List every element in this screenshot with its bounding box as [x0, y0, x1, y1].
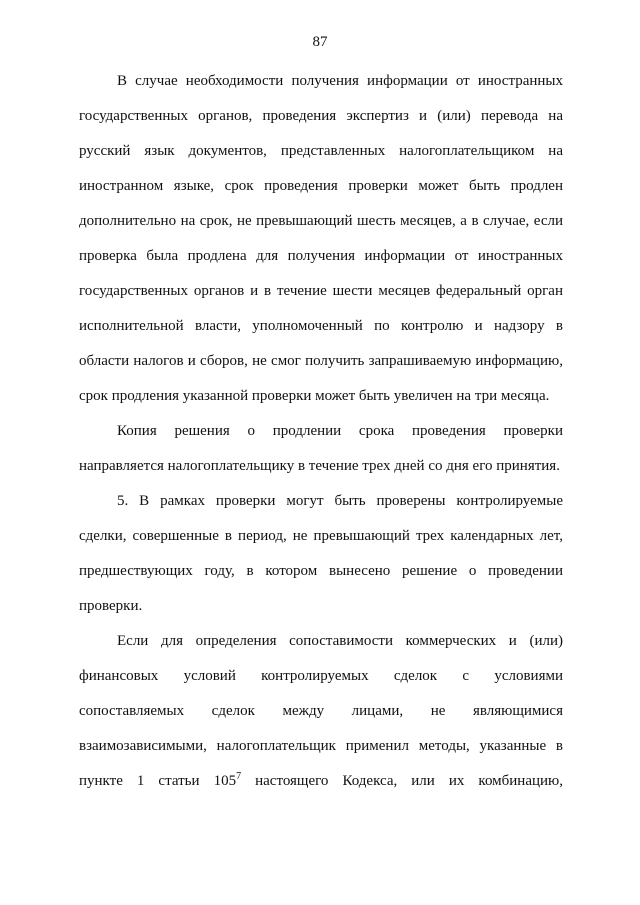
text-line: 5. В рамках проверки могут быть проверены контролируемые: [117, 493, 563, 509]
text-fragment: настоящего Кодекса, или их комбинацию,: [241, 773, 564, 789]
text-line: Копия решения о продлении срока проведения проверки: [117, 423, 563, 439]
text-line: срок продления указанной проверки может быть увеличен на три месяца.: [79, 388, 550, 404]
text-line: предшествующих году, в котором вынесено решение о проведении: [79, 563, 563, 579]
superscript: 7: [236, 771, 242, 782]
text-line: направляется налогоплательщику в течение трех дней со дня его принятия.: [79, 458, 560, 474]
text-line: финансовых условий контролируемых сделок с условиями: [79, 668, 563, 684]
text-line: иностранном языке, срок проведения проверки может быть продлен: [79, 178, 563, 194]
text-line: государственных органов и в течение шести месяцев федеральный орган: [79, 283, 563, 299]
page-number: 87: [312, 34, 328, 50]
text-line: Если для определения сопоставимости коммерческих и (или): [117, 633, 563, 649]
text-line: дополнительно на срок, не превышающий шесть месяцев, а в случае, если: [79, 213, 563, 229]
text-line: проверка была продлена для получения информации от иностранных: [79, 248, 563, 264]
text-line: взаимозависимыми, налогоплательщик применил методы, указанные в: [79, 738, 563, 754]
text-line: сделки, совершенные в период, не превышающий трех календарных лет,: [79, 528, 563, 544]
text-line: сопоставляемых сделок между лицами, не являющимися: [79, 703, 563, 719]
text-fragment: пункте 1 статьи 105: [79, 773, 237, 789]
text-line: русский язык документов, представленных налогоплательщиком на: [79, 143, 563, 159]
text-line: В случае необходимости получения информации от иностранных: [117, 73, 563, 89]
text-line: государственных органов, проведения экспертиз и (или) перевода на: [79, 108, 563, 124]
text-line: проверки.: [79, 598, 143, 614]
text-line-with-superscript: [79, 772, 563, 790]
text-line: исполнительной власти, уполномоченный по контролю и надзору в: [79, 318, 563, 334]
text-line: области налогов и сборов, не смог получить запрашиваемую информацию,: [79, 353, 563, 369]
